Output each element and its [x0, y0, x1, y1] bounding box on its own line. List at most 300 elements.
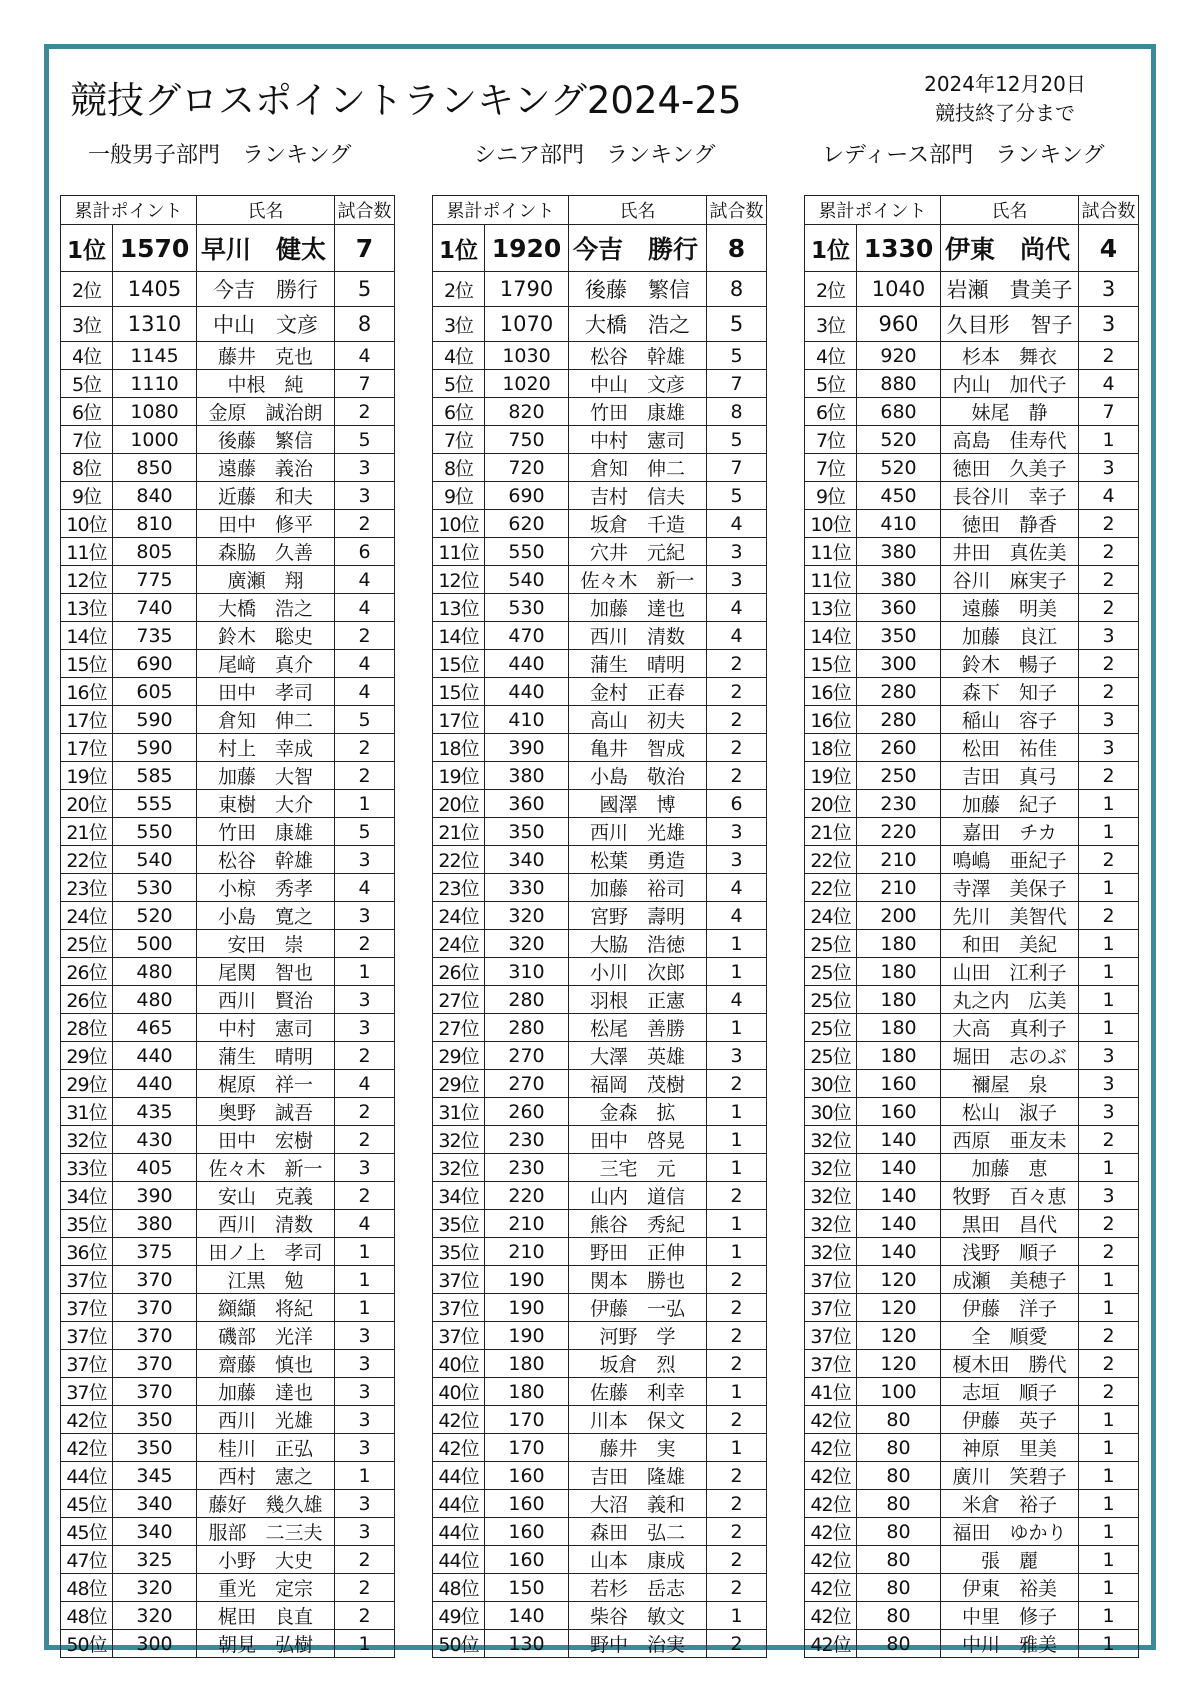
- ranking-table-ladies: [804, 195, 1139, 1658]
- points-cell: 690: [485, 482, 569, 510]
- name-cell: 神原 里美: [941, 1434, 1079, 1462]
- name-cell: 田中 修平: [197, 510, 335, 538]
- name-cell: 纐纈 将紀: [197, 1294, 335, 1322]
- games-cell: 2: [1079, 1126, 1139, 1154]
- games-cell: 2: [707, 678, 767, 706]
- points-cell: 180: [857, 1014, 941, 1042]
- table-row: [805, 1630, 1139, 1658]
- points-cell: 1790: [485, 272, 569, 307]
- name-cell: 牧野 百々恵: [941, 1182, 1079, 1210]
- points-cell: 350: [113, 1406, 197, 1434]
- table-row: [805, 874, 1139, 902]
- table-row: [433, 1126, 767, 1154]
- name-cell: 廣川 笑碧子: [941, 1462, 1079, 1490]
- rank-cell: 32位: [433, 1154, 485, 1182]
- table-row: [61, 1210, 395, 1238]
- points-cell: 820: [485, 398, 569, 426]
- games-cell: 7: [707, 370, 767, 398]
- rank-cell: 7位: [805, 454, 857, 482]
- points-cell: 80: [857, 1518, 941, 1546]
- points-cell: 805: [113, 538, 197, 566]
- rank-cell: 32位: [805, 1182, 857, 1210]
- games-cell: 3: [707, 1042, 767, 1070]
- date-note: [900, 70, 1110, 128]
- table-row: [433, 734, 767, 762]
- name-cell: 伊藤 英子: [941, 1406, 1079, 1434]
- points-cell: 190: [485, 1322, 569, 1350]
- name-cell: 今吉 勝行: [569, 225, 707, 272]
- games-cell: 2: [1079, 594, 1139, 622]
- rank-cell: 32位: [805, 1210, 857, 1238]
- rank-cell: 2位: [805, 272, 857, 307]
- header-games: 試合数: [335, 196, 395, 225]
- games-cell: 2: [1079, 510, 1139, 538]
- name-cell: 河野 学: [569, 1322, 707, 1350]
- table-row: [805, 426, 1139, 454]
- rank-cell: 42位: [805, 1518, 857, 1546]
- points-cell: 190: [485, 1294, 569, 1322]
- points-cell: 230: [485, 1126, 569, 1154]
- games-cell: 2: [335, 398, 395, 426]
- name-cell: 禰屋 泉: [941, 1070, 1079, 1098]
- games-cell: 3: [1079, 1098, 1139, 1126]
- table-row: [433, 902, 767, 930]
- points-cell: 280: [485, 986, 569, 1014]
- table-row: [61, 874, 395, 902]
- name-cell: 今吉 勝行: [197, 272, 335, 307]
- points-cell: 750: [485, 426, 569, 454]
- name-cell: 齋藤 慎也: [197, 1350, 335, 1378]
- table-row: [805, 706, 1139, 734]
- table-row: [805, 307, 1139, 342]
- rank-cell: 6位: [805, 398, 857, 426]
- games-cell: 8: [707, 225, 767, 272]
- games-cell: 1: [1079, 818, 1139, 846]
- table-row: [61, 1602, 395, 1630]
- points-cell: 530: [113, 874, 197, 902]
- name-cell: 蒲生 晴明: [569, 650, 707, 678]
- games-cell: 2: [335, 510, 395, 538]
- name-cell: 谷川 麻実子: [941, 566, 1079, 594]
- points-cell: 80: [857, 1406, 941, 1434]
- points-cell: 180: [485, 1378, 569, 1406]
- name-cell: 羽根 正憲: [569, 986, 707, 1014]
- points-cell: 180: [857, 986, 941, 1014]
- games-cell: 1: [1079, 1434, 1139, 1462]
- points-cell: 410: [485, 706, 569, 734]
- rank-cell: 2位: [61, 272, 113, 307]
- name-cell: 小島 寛之: [197, 902, 335, 930]
- rank-cell: 28位: [61, 1014, 113, 1042]
- table-row: [433, 1462, 767, 1490]
- name-cell: 近藤 和夫: [197, 482, 335, 510]
- name-cell: 竹田 康雄: [197, 818, 335, 846]
- rank-cell: 9位: [61, 482, 113, 510]
- table-row: [433, 706, 767, 734]
- rank-cell: 48位: [61, 1602, 113, 1630]
- points-cell: 380: [113, 1210, 197, 1238]
- points-cell: 480: [113, 986, 197, 1014]
- name-cell: 西川 賢治: [197, 986, 335, 1014]
- name-cell: 関本 勝也: [569, 1266, 707, 1294]
- name-cell: 小川 次郎: [569, 958, 707, 986]
- points-cell: 1330: [857, 225, 941, 272]
- points-cell: 180: [857, 1042, 941, 1070]
- table-row: [433, 762, 767, 790]
- table-row: [61, 762, 395, 790]
- table-row: [433, 1322, 767, 1350]
- points-cell: 80: [857, 1602, 941, 1630]
- games-cell: 2: [1079, 342, 1139, 370]
- rank-cell: 24位: [433, 902, 485, 930]
- name-cell: 加藤 達也: [197, 1378, 335, 1406]
- name-cell: 小島 敬治: [569, 762, 707, 790]
- rank-cell: 44位: [433, 1518, 485, 1546]
- rank-cell: 12位: [61, 566, 113, 594]
- rank-cell: 16位: [805, 706, 857, 734]
- name-cell: 中村 憲司: [569, 426, 707, 454]
- points-cell: 280: [485, 1014, 569, 1042]
- points-cell: 140: [857, 1238, 941, 1266]
- games-cell: 1: [707, 958, 767, 986]
- name-cell: 杉本 舞衣: [941, 342, 1079, 370]
- games-cell: 1: [707, 1238, 767, 1266]
- points-cell: 380: [485, 762, 569, 790]
- points-cell: 1040: [857, 272, 941, 307]
- name-cell: 磯部 光洋: [197, 1322, 335, 1350]
- name-cell: 鈴木 聡史: [197, 622, 335, 650]
- name-cell: 倉知 伸二: [569, 454, 707, 482]
- table-row: [433, 1602, 767, 1630]
- games-cell: 5: [707, 482, 767, 510]
- rank-cell: 10位: [805, 510, 857, 538]
- name-cell: 小椋 秀孝: [197, 874, 335, 902]
- name-cell: 蒲生 晴明: [197, 1042, 335, 1070]
- games-cell: 4: [335, 874, 395, 902]
- name-cell: 森下 知子: [941, 678, 1079, 706]
- name-cell: 徳田 静香: [941, 510, 1079, 538]
- table-row: [805, 958, 1139, 986]
- rank-cell: 16位: [61, 678, 113, 706]
- games-cell: 2: [707, 1350, 767, 1378]
- points-cell: 340: [485, 846, 569, 874]
- rank-cell: 15位: [433, 678, 485, 706]
- name-cell: 竹田 康雄: [569, 398, 707, 426]
- games-cell: 1: [707, 1378, 767, 1406]
- name-cell: 梶田 良直: [197, 1602, 335, 1630]
- name-cell: 桂川 正弘: [197, 1434, 335, 1462]
- rank-cell: 22位: [433, 846, 485, 874]
- name-cell: 金原 誠治朗: [197, 398, 335, 426]
- name-cell: 安山 克義: [197, 1182, 335, 1210]
- name-cell: 藤好 幾久雄: [197, 1490, 335, 1518]
- points-cell: 80: [857, 1462, 941, 1490]
- name-cell: 張 麗: [941, 1546, 1079, 1574]
- rank-cell: 13位: [805, 594, 857, 622]
- points-cell: 250: [857, 762, 941, 790]
- rank-cell: 44位: [433, 1462, 485, 1490]
- points-cell: 360: [857, 594, 941, 622]
- table-row: [61, 706, 395, 734]
- games-cell: 1: [707, 1602, 767, 1630]
- name-cell: 藤井 実: [569, 1434, 707, 1462]
- name-cell: 奥野 誠吾: [197, 1098, 335, 1126]
- rank-cell: 42位: [805, 1602, 857, 1630]
- games-cell: 3: [1079, 706, 1139, 734]
- table-row: [433, 1154, 767, 1182]
- rank-cell: 1位: [433, 225, 485, 272]
- table-row: [805, 1378, 1139, 1406]
- name-cell: 大高 真利子: [941, 1014, 1079, 1042]
- name-cell: 遠藤 義治: [197, 454, 335, 482]
- games-cell: 3: [335, 902, 395, 930]
- table-row: [805, 930, 1139, 958]
- table-row: [433, 1490, 767, 1518]
- points-cell: 1070: [485, 307, 569, 342]
- rank-cell: 44位: [433, 1490, 485, 1518]
- table-row: [805, 650, 1139, 678]
- rank-cell: 26位: [61, 986, 113, 1014]
- games-cell: 3: [335, 1154, 395, 1182]
- points-cell: 260: [485, 1098, 569, 1126]
- table-row: [805, 398, 1139, 426]
- table-row: [61, 538, 395, 566]
- table-row: [805, 1182, 1139, 1210]
- games-cell: 2: [707, 1546, 767, 1574]
- name-cell: 全 順愛: [941, 1322, 1079, 1350]
- table-row: [61, 307, 395, 342]
- rank-cell: 10位: [61, 510, 113, 538]
- points-cell: 370: [113, 1294, 197, 1322]
- rank-cell: 37位: [433, 1266, 485, 1294]
- games-cell: 3: [335, 1378, 395, 1406]
- table-row: [805, 225, 1139, 272]
- rank-cell: 27位: [433, 986, 485, 1014]
- points-cell: 320: [485, 930, 569, 958]
- table-row: [805, 272, 1139, 307]
- table-row: [433, 678, 767, 706]
- points-cell: 1145: [113, 342, 197, 370]
- rank-cell: 50位: [61, 1630, 113, 1658]
- name-cell: 鈴木 暢子: [941, 650, 1079, 678]
- rank-cell: 24位: [433, 930, 485, 958]
- name-cell: 加藤 紀子: [941, 790, 1079, 818]
- games-cell: 2: [335, 1546, 395, 1574]
- table-row: [61, 272, 395, 307]
- rank-cell: 32位: [805, 1154, 857, 1182]
- rank-cell: 36位: [61, 1238, 113, 1266]
- rank-cell: 7位: [433, 426, 485, 454]
- rank-cell: 3位: [61, 307, 113, 342]
- points-cell: 1030: [485, 342, 569, 370]
- rank-cell: 32位: [805, 1126, 857, 1154]
- games-cell: 2: [707, 706, 767, 734]
- games-cell: 3: [335, 1434, 395, 1462]
- games-cell: 3: [335, 1518, 395, 1546]
- name-cell: 浅野 順子: [941, 1238, 1079, 1266]
- games-cell: 1: [1079, 426, 1139, 454]
- points-cell: 880: [857, 370, 941, 398]
- name-cell: 田ノ上 孝司: [197, 1238, 335, 1266]
- games-cell: 7: [1079, 398, 1139, 426]
- rank-cell: 34位: [433, 1182, 485, 1210]
- table-row: [433, 622, 767, 650]
- games-cell: 1: [335, 1462, 395, 1490]
- games-cell: 1: [1079, 1294, 1139, 1322]
- rank-cell: 42位: [805, 1434, 857, 1462]
- table-row: [61, 1322, 395, 1350]
- table-row: [433, 1098, 767, 1126]
- name-cell: 加藤 良江: [941, 622, 1079, 650]
- points-cell: 430: [113, 1126, 197, 1154]
- table-row: [805, 902, 1139, 930]
- points-cell: 140: [857, 1154, 941, 1182]
- name-cell: 福田 ゆかり: [941, 1518, 1079, 1546]
- name-cell: 丸之内 広美: [941, 986, 1079, 1014]
- name-cell: 東樹 大介: [197, 790, 335, 818]
- points-cell: 210: [857, 846, 941, 874]
- name-cell: 志垣 順子: [941, 1378, 1079, 1406]
- table-row: [805, 1126, 1139, 1154]
- rank-cell: 45位: [61, 1518, 113, 1546]
- points-cell: 620: [485, 510, 569, 538]
- games-cell: 8: [335, 307, 395, 342]
- name-cell: 穴井 元紀: [569, 538, 707, 566]
- name-cell: 西川 光雄: [569, 818, 707, 846]
- table-row: [805, 1546, 1139, 1574]
- name-cell: 松谷 幹雄: [569, 342, 707, 370]
- points-cell: 170: [485, 1406, 569, 1434]
- rank-cell: 9位: [433, 482, 485, 510]
- rank-cell: 32位: [433, 1126, 485, 1154]
- rank-cell: 6位: [433, 398, 485, 426]
- games-cell: 3: [1079, 1042, 1139, 1070]
- rank-cell: 42位: [805, 1490, 857, 1518]
- points-cell: 375: [113, 1238, 197, 1266]
- rank-cell: 5位: [805, 370, 857, 398]
- games-cell: 1: [707, 1014, 767, 1042]
- rank-cell: 40位: [433, 1350, 485, 1378]
- games-cell: 2: [335, 1098, 395, 1126]
- points-cell: 735: [113, 622, 197, 650]
- table-row: [433, 846, 767, 874]
- table-row: [433, 1070, 767, 1098]
- name-cell: 小野 大史: [197, 1546, 335, 1574]
- games-cell: 1: [707, 1210, 767, 1238]
- games-cell: 2: [707, 1630, 767, 1658]
- table-row: [805, 1294, 1139, 1322]
- name-cell: 吉田 真弓: [941, 762, 1079, 790]
- points-cell: 350: [857, 622, 941, 650]
- rank-cell: 8位: [61, 454, 113, 482]
- games-cell: 2: [707, 1182, 767, 1210]
- name-cell: 柴谷 敏文: [569, 1602, 707, 1630]
- table-row: [433, 986, 767, 1014]
- games-cell: 2: [707, 762, 767, 790]
- name-cell: 妹尾 静: [941, 398, 1079, 426]
- rank-cell: 11位: [805, 566, 857, 594]
- table-row: [61, 426, 395, 454]
- name-cell: 田中 啓晃: [569, 1126, 707, 1154]
- table-row: [805, 454, 1139, 482]
- rank-cell: 4位: [433, 342, 485, 370]
- rank-cell: 42位: [805, 1630, 857, 1658]
- games-cell: 1: [1079, 930, 1139, 958]
- games-cell: 4: [335, 342, 395, 370]
- name-cell: 榎木田 勝代: [941, 1350, 1079, 1378]
- points-cell: 465: [113, 1014, 197, 1042]
- rank-cell: 29位: [433, 1070, 485, 1098]
- points-cell: 150: [485, 1574, 569, 1602]
- points-cell: 210: [857, 874, 941, 902]
- name-cell: 三宅 元: [569, 1154, 707, 1182]
- games-cell: 3: [335, 1350, 395, 1378]
- points-cell: 325: [113, 1546, 197, 1574]
- rank-cell: 1位: [805, 225, 857, 272]
- games-cell: 1: [1079, 790, 1139, 818]
- points-cell: 160: [857, 1098, 941, 1126]
- ranking-table-men: [60, 195, 395, 1658]
- points-cell: 230: [857, 790, 941, 818]
- table-row: [805, 622, 1139, 650]
- rank-cell: 17位: [61, 734, 113, 762]
- rank-cell: 42位: [805, 1574, 857, 1602]
- table-row: [61, 1182, 395, 1210]
- name-cell: 徳田 久美子: [941, 454, 1079, 482]
- points-cell: 120: [857, 1350, 941, 1378]
- points-cell: 370: [113, 1266, 197, 1294]
- games-cell: 1: [707, 1126, 767, 1154]
- points-cell: 350: [485, 818, 569, 846]
- games-cell: 1: [707, 1154, 767, 1182]
- games-cell: 5: [335, 426, 395, 454]
- name-cell: 吉田 隆雄: [569, 1462, 707, 1490]
- name-cell: 廣瀬 翔: [197, 566, 335, 594]
- table-row: [61, 1042, 395, 1070]
- table-row: [61, 930, 395, 958]
- table-row: [61, 818, 395, 846]
- points-cell: 310: [485, 958, 569, 986]
- games-cell: 4: [707, 594, 767, 622]
- name-cell: 野中 治実: [569, 1630, 707, 1658]
- games-cell: 2: [335, 734, 395, 762]
- games-cell: 2: [335, 1182, 395, 1210]
- rank-cell: 37位: [61, 1294, 113, 1322]
- games-cell: 2: [1079, 846, 1139, 874]
- table-row: [61, 454, 395, 482]
- name-cell: 松尾 善勝: [569, 1014, 707, 1042]
- name-cell: 中里 修子: [941, 1602, 1079, 1630]
- name-cell: 西川 光雄: [197, 1406, 335, 1434]
- points-cell: 260: [857, 734, 941, 762]
- games-cell: 3: [335, 482, 395, 510]
- rank-cell: 12位: [433, 566, 485, 594]
- name-cell: 服部 二三夫: [197, 1518, 335, 1546]
- games-cell: 2: [707, 1574, 767, 1602]
- games-cell: 1: [1079, 1266, 1139, 1294]
- rank-cell: 33位: [61, 1154, 113, 1182]
- rank-cell: 35位: [61, 1210, 113, 1238]
- name-cell: 坂倉 千造: [569, 510, 707, 538]
- table-row: [433, 874, 767, 902]
- games-cell: 5: [335, 706, 395, 734]
- name-cell: 黒田 昌代: [941, 1210, 1079, 1238]
- table-row: [433, 1014, 767, 1042]
- name-cell: 金森 拡: [569, 1098, 707, 1126]
- games-cell: 4: [335, 566, 395, 594]
- table-row: [433, 1574, 767, 1602]
- games-cell: 2: [707, 1070, 767, 1098]
